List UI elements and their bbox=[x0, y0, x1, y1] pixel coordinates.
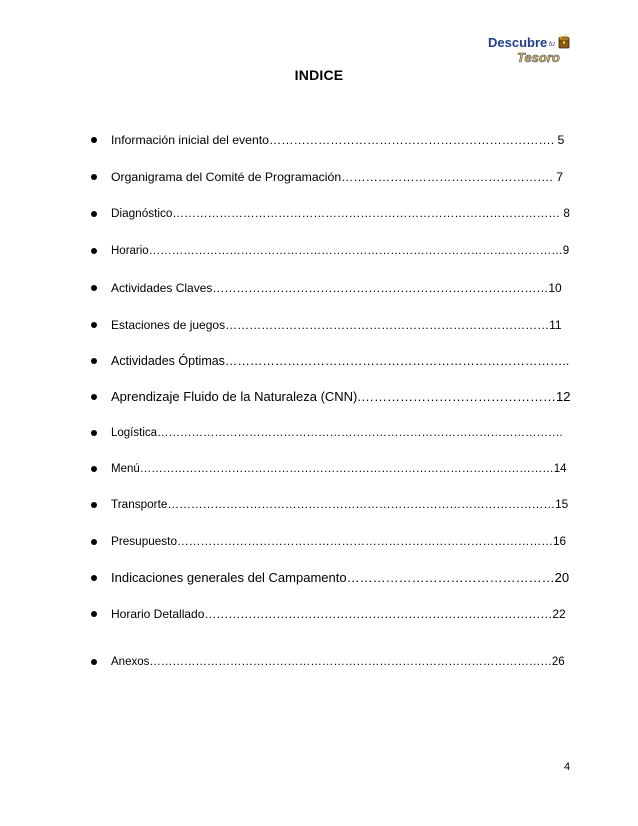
bullet-icon bbox=[91, 248, 97, 254]
bullet-icon bbox=[91, 211, 97, 217]
bullet-icon bbox=[91, 659, 97, 665]
bullet-icon bbox=[91, 174, 97, 180]
toc-entry-text: Logística……………………………………………………………………………………………. bbox=[111, 427, 563, 439]
logo-graphic bbox=[487, 33, 571, 67]
logo-word-tesoro: Tesoro bbox=[517, 50, 560, 65]
toc-entry-text: Diagnóstico……………………………………………………………………………………… 8 bbox=[111, 207, 570, 220]
bullet-icon bbox=[91, 394, 97, 400]
toc-entry-text: Actividades Óptimas……………………………………………………………………….. bbox=[111, 354, 570, 368]
page-number: 4 bbox=[564, 761, 571, 773]
toc-entry-text: Indicaciones generales del Campamento…………………………………………20 bbox=[111, 570, 570, 585]
treasure-chest-icon bbox=[559, 35, 569, 48]
toc-entry-text: Menú………………………………………………………………………………………………14 bbox=[111, 463, 567, 475]
toc-entry-text: Organigrama del Comité de Programación……………………………………………. 7 bbox=[111, 170, 564, 184]
bullet-icon bbox=[91, 502, 97, 508]
toc-entry-text: Información inicial del evento……………………………………………………………. 5 bbox=[111, 133, 565, 147]
toc-entry-text: Presupuesto……………………………………………………………………………………16 bbox=[111, 535, 567, 548]
bullet-icon bbox=[91, 575, 97, 581]
logo-word-tu: tu bbox=[549, 41, 555, 48]
toc-entry-text: Anexos……………………………………………………………………………………………26 bbox=[111, 656, 565, 668]
logo-word-descubre: Descubre bbox=[488, 35, 548, 50]
toc-entry-text: Horario Detallado……………………………………………………………………………22 bbox=[111, 607, 566, 621]
toc-entry-text: Actividades Claves…………………………………………………………………………10 bbox=[111, 281, 562, 295]
bullet-icon bbox=[91, 285, 97, 291]
descubre-tu-tesoro-logo bbox=[487, 33, 571, 67]
toc-entry-text: Transporte………………………………………………………………………………………15 bbox=[111, 498, 569, 511]
bullet-icon bbox=[91, 611, 97, 617]
toc-entry-text: Aprendizaje Fluido de la Naturaleza (CNN).………………………………………12 bbox=[111, 389, 571, 404]
bullet-icon bbox=[91, 358, 97, 364]
bullet-icon bbox=[91, 430, 97, 436]
toc-entry-text: Horario………………………………………………………………………………………………9 bbox=[111, 245, 570, 257]
bullet-icon bbox=[91, 137, 97, 143]
toc-entry-text: Estaciones de juegos………………………………………………………………………11 bbox=[111, 318, 562, 332]
index-title: INDICE bbox=[294, 67, 344, 83]
bullet-icon bbox=[91, 322, 97, 328]
bullet-icon bbox=[91, 466, 97, 472]
bullet-icon bbox=[91, 539, 97, 545]
